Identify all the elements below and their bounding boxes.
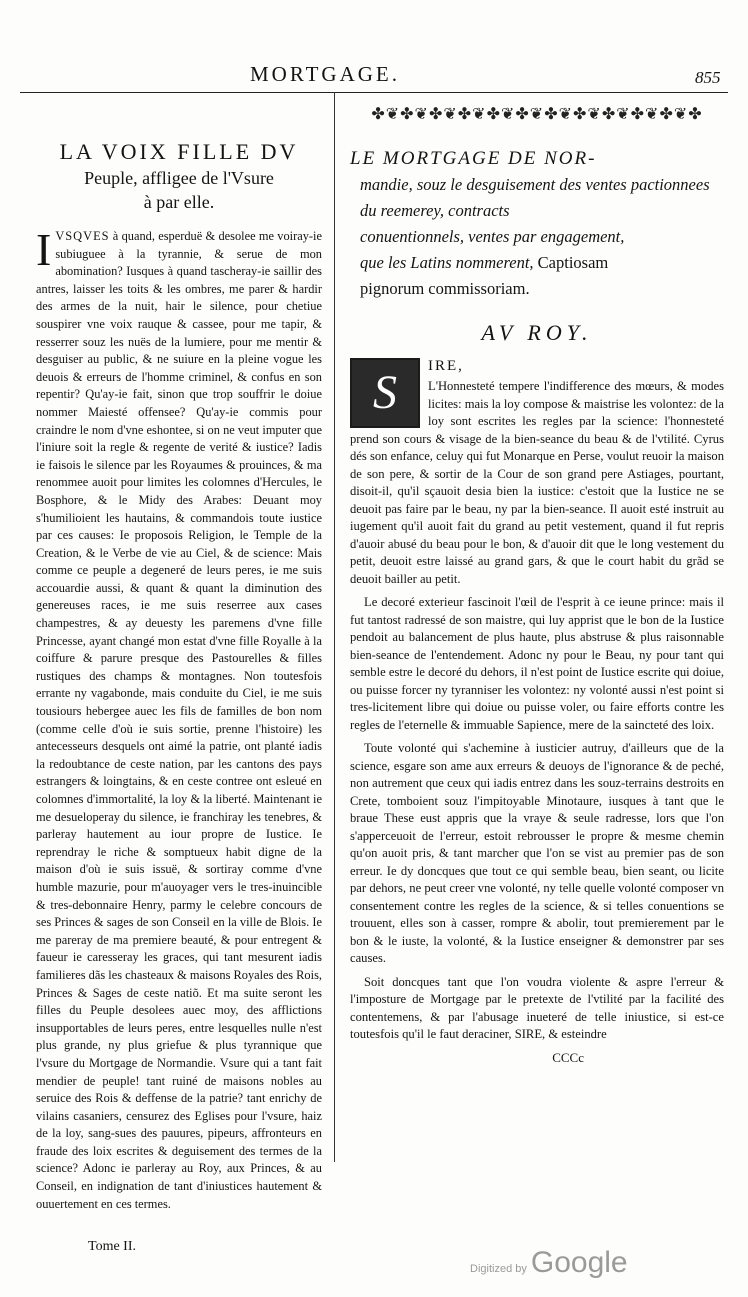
watermark-prefix: Digitized by: [470, 1263, 527, 1275]
left-subheading-1: Peuple, affligee de l'Vsure: [84, 168, 274, 188]
catchword: CCCc: [552, 1049, 584, 1065]
paragraph: Le decoré exterieur fascinoit l'œil de l'esprit à ce ieune prince: mais il fut tantost radressé de son maistre, qui luy apprist que le bon de la Iustice pendoit au balancement de plus haute, plus abstruse & plus raisonnable bien-seance de l'entendement. Adonc ny pour le Beau, ny pour tant qui semble estre le decoré du dehors, il n'est point de Iustice escrite qui doiue, ou puisse forcer ny tyranniser les volontez: ny volonté aussi n'est point si tres-licitement libre qui doiue ou puisse voler, ou faire efforts contre les regles de l'eternelle & immuable Sapience, mere de la saincteté des loix.: [350, 595, 724, 732]
right-column: [350, 104, 724, 1066]
left-subheading-2: à par elle.: [143, 192, 215, 212]
title-line-4-roman: Captiosam: [533, 253, 609, 272]
tome-label: Tome II.: [88, 1239, 137, 1255]
dedication: AV ROY.: [481, 320, 593, 345]
ornament-band: ✤❦✤❦✤❦✤❦✤❦✤❦✤❦✤❦✤❦✤❦✤❦✤: [371, 106, 703, 123]
left-column: [36, 104, 322, 1255]
left-paragraph-text: à quand, esperduë & desolee me voiray-ie subiuguee à la tyrannie, & serue de mon abomination? Iusques à quand tascheray-ie saillir des antres, laisser les toits & les ombres, me parer & hardir des armes de la nuit, hair le silence, pour chetiue souspirer vne voix rauque & cassee, pour me tapir, & resserrer souz les nuës de la lumiere, pour me mentir & desguiser au public, & ne suiure en la pleine vogue les deuois & erreurs de l'homme criminel, & confus en son repentir? Qu'ay-ie fait, sinon que trop souffrir le doiue nommer Maiesté offensee? Qu'ay-ie commis pour craindre le nom d'vne eshontee, si on ne veut imputer que l'iniure soit la regle & regente de verité & iustice? Iadis ie faisois le silence par les Royaumes & prouinces, & ma renommee auoit pour limites les colomnes d'Hercules, le Bosphore, & le Midy des Arabes: Deuant moy s'humilioient les hautains, & commandois toute iustice par ces causes: Ie proposois Religion, le Temple de la Creation, & le Verbe de vie au Ciel, & de science: Mais comme ce peuple a degeneré de leurs peres, ie me suis accouardie aussi, & quant & quant la diminution des genereuses races, ie me suis reserree aux cases champestres, & ay deuesty les paremens d'vne fille Princesse, ayant changé mon estat d'vne fille Royalle à la coiffure & parure presque des Pastourelles & filles rustiques des champs & montagnes. Non toutesfois errante ny vagabonde, mais conduite du Ciel, ie me suis tousiours hebergee auec les fils de familles de bon nom (comme celle d'où ie suis sortie, prenne l'histoire) les antecesseurs desquels ont aimé la patrie, ont planté iadis la redoubtance de ceste nation, par les cantons des pays estrangers & loingtains, & en ceste contree ont esleué en colomnes d'immortalité, la loy & la liberté. Maintenant ie me desueloperay du silence, ie franchiray les tenebres, & parleray hautement au iour propre de Iustice. Ie reprendray le riche & somptueux habit digne de la maison d'où ie suis issuë, & sortiray comme d'vne humble mazurie, pour m'auoyager vers le tres-inuincible & tres-debonnaire Henry, parmy le celebre concours de ses Princes & sages de son Conseil en la ville de Blois. Ie me pareray de ma premiere beauté, & pour entregent & faueur ie caresseray les graces, qui tant mesurent iadis familieres dãs les chasteaux & maisons Royales des Rois, Princes & Sages de ceste natiõ. Et ma suite seront les filles du Peuple desolees auec moy, des afflictions insupportables de leurs peres, entre lesquelles nulle n'est plus grande, ny plus griefue & plus tyrannique que l'vsure du Mortgage de Normandie. Vsure qui a tant fait mendier de peuple! tant ruiné de maisons nobles au seruice des Rois & deffense de la patrie? tant enrichy de vilains casaniers, censurez des Eglises pour l'vsure, haiz de la loy, sang-sues des pauures, pipeurs, affronteurs en fraude des loix escrites & deguisement des termes de la science? Adonc ie parleray au Roy, aux Princes, & au Conseil, en indignation de tant d'iniustices hautement & ouuertement en ces termes.: [36, 229, 322, 1211]
paragraph: Soit doncques tant que l'on voudra violente & aspre l'erreur & l'imposture de Mortgage par le pretexte de l'vtilité par la facilité des contentemens, & par l'abusage inueteré de telle iniustice, si est-ce toutesfois qu'il le faut deraciner, SIRE, & esteindre: [350, 974, 724, 1041]
title-line-3: conuentionnels, ventes par engagement,: [360, 227, 625, 246]
small-caps-opening: VSQVES: [55, 229, 110, 243]
paragraph: Toute volonté qui s'achemine à iusticier autruy, d'ailleurs que de la science, esgare son ame aux erreurs & deuoys de l'ignorance & de peché, non autrement que ceux qui iadis entrez dans les souz-terrains destroits en Crete, tomboient souz l'impitoyable Minotaure, iusques à tant que le braue These eust appris que la vraye & seule radresse, lors que l'on s'apperceuoit de l'erreur, estoit rebrousser le propre & mesme chemin qu'on auoit pris, & tant marcher que l'on se vist au premier pas de son erreur. Ie dy doncques que tout ce qui semble beau, bien seant, ou licite par dehors, ne peut creer vne volonté, ny telle quelle volonté composer vn consentement contre les regles de la science, & si telles conuentions se trouuent, elles son à casser, rompre & abolir, tout premierement par le bon & le iuste, la volonté, & la Iustice enseigner & demonstrer par ses causes.: [350, 741, 724, 965]
title-line-2: mandie, souz le desguisement des ventes pactionnees du reemerey, contracts: [360, 175, 710, 220]
drop-initial: I: [36, 224, 52, 275]
salutation: IRE,: [428, 358, 464, 374]
title-line-5: pignorum commissoriam.: [360, 279, 530, 298]
page-number: 855: [695, 68, 721, 87]
article-title: [350, 146, 724, 302]
running-title: MORTGAGE.: [250, 62, 400, 86]
google-logo: Google: [530, 1246, 628, 1279]
right-body: [350, 354, 724, 1044]
left-body-paragraph: [36, 224, 322, 1213]
header-rule: [20, 92, 728, 93]
digitized-watermark: [470, 1246, 628, 1280]
ornate-initial: S: [350, 358, 420, 428]
title-line-4-italic: que les Latins nommerent,: [360, 253, 534, 272]
paragraph: L'Honnesteté tempere l'indifference des mœurs, & modes licites: mais la loy compose & maistrise les volontez: de la loy sont escrites les regles par la science: l'honnesteté prend son cours & visage de la bien-seance du beau & de l'vtilité. Cyrus dés son enfance, celuy qui fut Monarque en Perse, voulut reuoir la maison de son pere, & sortir de la Cour de son grand pere Astiages, pourtant, disoit-il, qu'il sçauoit desia bien la iustice: c'estoit que la Iustice ne se deuoit pas faire par le beau, ny par la bien-seance. Il auoit esté instruit au iugement qu'il auoit fait du grand au petit vestement, quand il fut repris d'auoir abusé du beau pour le bon, & d'auoir dit que le long vestement du petit, deuoit estre laissé au grand gars, & que le court habit du grãd se deuoit bailler au petit.: [350, 379, 724, 586]
title-line-1: LE MORTGAGE DE NOR-: [350, 148, 597, 169]
left-heading: LA VOIX FILLE DV: [59, 139, 299, 164]
column-divider: [334, 92, 335, 1162]
